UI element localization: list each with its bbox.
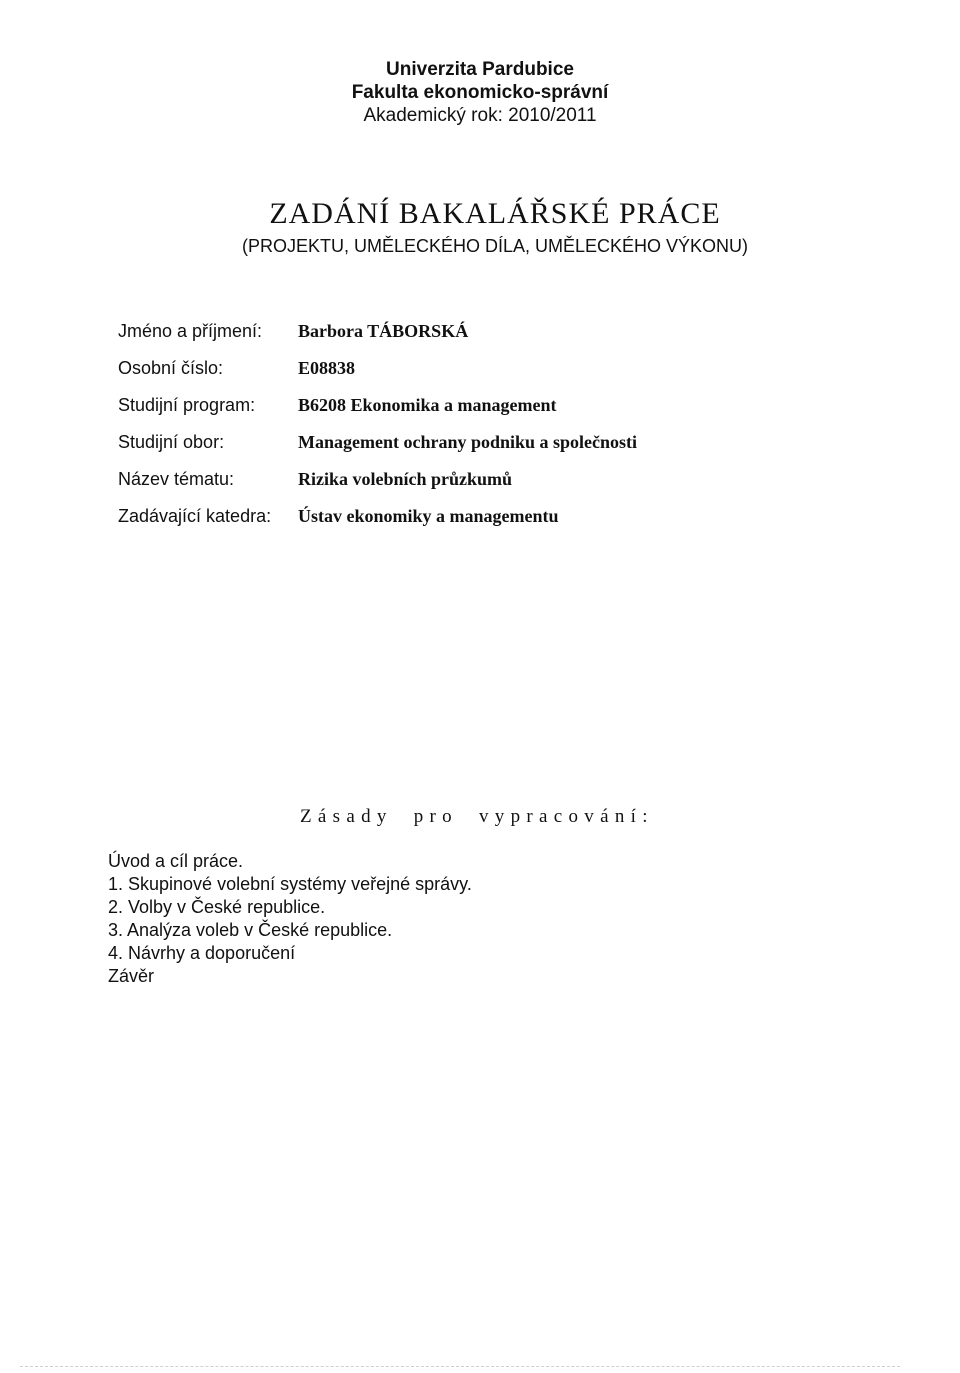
rules-heading: Zásady pro vypracování: xyxy=(300,806,654,827)
info-label: Studijní obor: xyxy=(118,432,225,452)
document-subtitle: (PROJEKTU, UMĚLECKÉHO DÍLA, UMĚLECKÉHO VÝKONU) xyxy=(241,236,749,256)
info-value: Rizika volebních průzkumů xyxy=(298,469,513,489)
info-row-topic xyxy=(118,461,637,498)
document-title: ZADÁNÍ BAKALÁŘSKÉ PRÁCE xyxy=(269,197,721,230)
list-item: 3. Analýza voleb v České republice. xyxy=(108,920,393,940)
info-row-study-field xyxy=(118,424,637,461)
info-row-personal-number xyxy=(118,350,637,387)
list-item: Závěr xyxy=(108,966,155,986)
academic-year: Akademický rok: 2010/2011 xyxy=(363,105,597,126)
info-row-name xyxy=(118,313,637,350)
info-label: Studijní program: xyxy=(118,395,256,415)
rules-list xyxy=(108,850,472,988)
list-item: 2. Volby v České republice. xyxy=(108,897,326,917)
info-value: B6208 Ekonomika a management xyxy=(298,395,557,415)
info-value: E08838 xyxy=(298,358,356,378)
info-label: Název tématu: xyxy=(118,469,235,489)
faculty-name: Fakulta ekonomicko-správní xyxy=(351,82,609,103)
scan-artifact-line xyxy=(20,1366,900,1367)
info-label: Jméno a příjmení: xyxy=(118,321,263,341)
list-item: 1. Skupinové volební systémy veřejné správy. xyxy=(108,874,472,894)
info-value: Management ochrany podniku a společnosti xyxy=(298,432,638,452)
info-row-department xyxy=(118,498,637,535)
info-value: Ústav ekonomiky a managementu xyxy=(298,506,559,526)
student-info xyxy=(118,313,637,535)
document-header xyxy=(0,58,960,127)
university-name: Univerzita Pardubice xyxy=(386,59,574,80)
info-value: Barbora TÁBORSKÁ xyxy=(298,321,469,341)
info-label: Zadávající katedra: xyxy=(118,506,272,526)
info-label: Osobní číslo: xyxy=(118,358,224,378)
info-row-study-program xyxy=(118,387,637,424)
title-block xyxy=(0,196,960,258)
list-item: Úvod a cíl práce. xyxy=(108,851,244,871)
list-item: 4. Návrhy a doporučení xyxy=(108,943,296,963)
